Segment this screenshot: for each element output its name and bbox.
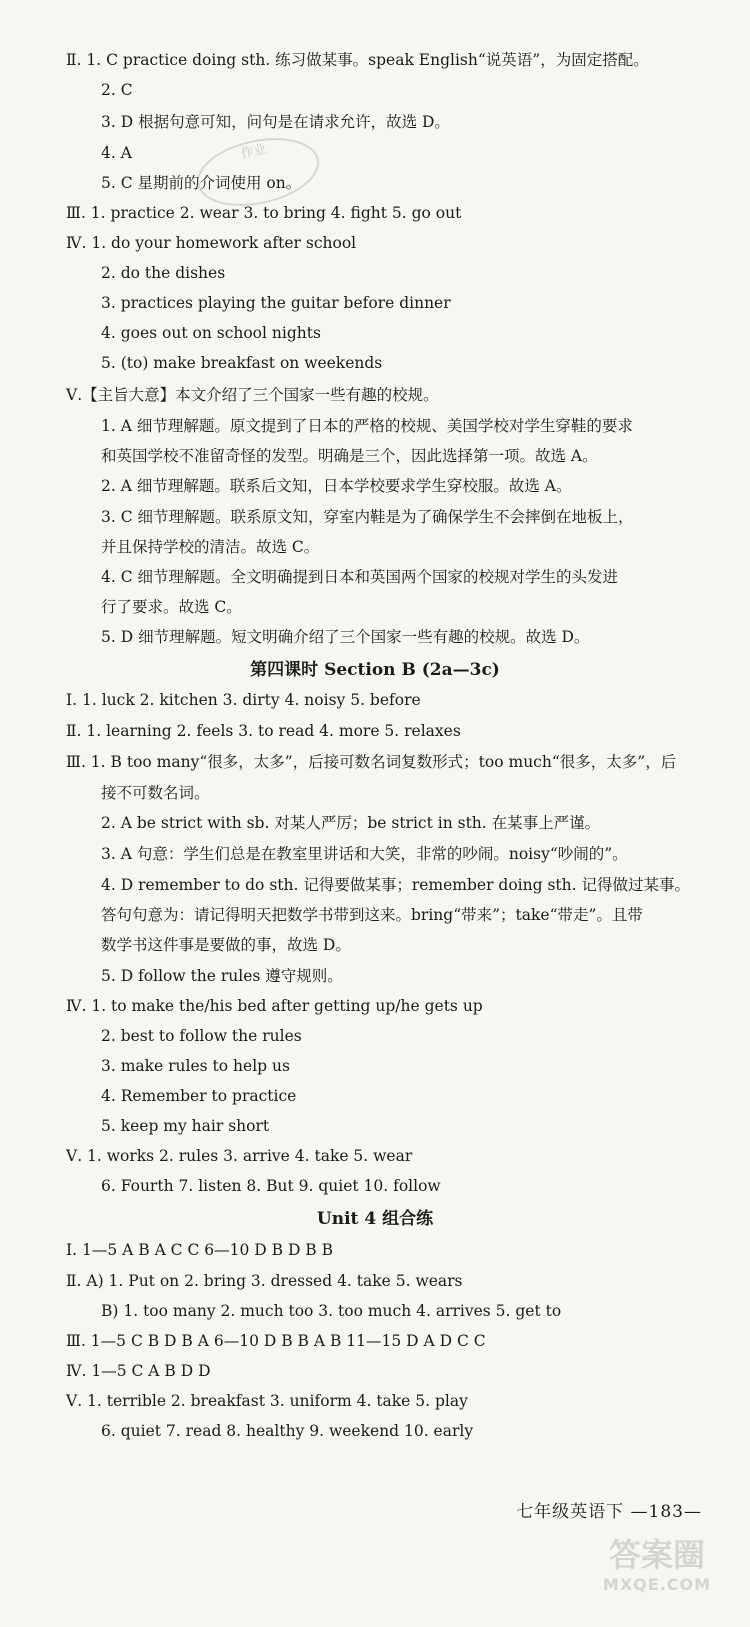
unit-heading: Unit 4 组合练 xyxy=(316,1209,434,1229)
answer-line: Ⅳ. 1—5 C A B D D xyxy=(66,1362,211,1380)
answer-line: B) 1. too many 2. much too 3. too much 4. arrives 5. get to xyxy=(101,1302,562,1320)
answer-line: Ⅱ. 1. learning 2. feels 3. to read 4. more 5. relaxes xyxy=(66,722,461,740)
answer-line: Ⅱ. A) 1. Put on 2. bring 3. dressed 4. take 5. wears xyxy=(66,1272,463,1290)
answer-line: 和英国学校不准留奇怪的发型。明确是三个，因此选择第一项。故选 A。 xyxy=(101,447,598,465)
answer-line: Ⅲ. 1. B too many“很多，太多”，后接可数名词复数形式；too much“很多，太多”，后 xyxy=(66,753,677,771)
watermark-title: 答案圈 xyxy=(608,1536,705,1574)
faint-stamp: 作业 xyxy=(191,128,326,216)
answer-line: 3. practices playing the guitar before dinner xyxy=(101,294,451,312)
answer-line: 5. D follow the rules 遵守规则。 xyxy=(101,967,343,985)
answer-line: 5. C 星期前的介词使用 on。 xyxy=(101,174,302,192)
answer-line: 6. quiet 7. read 8. healthy 9. weekend 10. early xyxy=(101,1422,474,1440)
answer-line: 4. goes out on school nights xyxy=(101,324,321,342)
page-footer: 七年级英语下 —183— xyxy=(516,1502,702,1522)
answer-line: Ⅴ. 1. works 2. rules 3. arrive 4. take 5. wear xyxy=(66,1147,413,1165)
answer-line: 4. A xyxy=(101,144,132,162)
answer-line: Ⅱ. 1. C practice doing sth. 练习做某事。speak English“说英语”，为固定搭配。 xyxy=(66,51,649,69)
answer-line: Ⅰ. 1—5 A B A C C 6—10 D B D B B xyxy=(66,1241,334,1259)
watermark-logo xyxy=(582,1535,732,1605)
answer-line: 2. C xyxy=(101,81,133,99)
answer-line: 3. C 细节理解题。联系原文知，穿室内鞋是为了确保学生不会摔倒在地板上， xyxy=(101,508,634,526)
answer-line: Ⅴ.【主旨大意】本文介绍了三个国家一些有趣的校规。 xyxy=(66,386,439,404)
answer-line: Ⅳ. 1. do your homework after school xyxy=(66,234,357,252)
answer-line: 3. D 根据句意可知，问句是在请求允许，故选 D。 xyxy=(101,113,450,131)
answer-line: 3. make rules to help us xyxy=(101,1057,290,1075)
answer-line: 5. keep my hair short xyxy=(101,1117,270,1135)
answer-line: 数学书这件事是要做的事，故选 D。 xyxy=(101,936,351,954)
answer-line: 2. A be strict with sb. 对某人严厉；be strict in sth. 在某事上严谨。 xyxy=(101,814,601,832)
answer-line: Ⅲ. 1—5 C B D B A 6—10 D B B A B 11—15 D A D C C xyxy=(66,1332,486,1350)
answer-line: Ⅴ. 1. terrible 2. breakfast 3. uniform 4. take 5. play xyxy=(66,1392,468,1410)
answer-line: 2. do the dishes xyxy=(101,264,226,282)
watermark-url: MXQE.COM xyxy=(602,1575,712,1594)
answer-line: 4. D remember to do sth. 记得要做某事；remember doing sth. 记得做过某事。 xyxy=(101,876,690,894)
answer-line: 接不可数名词。 xyxy=(101,784,210,802)
answer-line: 4. Remember to practice xyxy=(101,1087,297,1105)
section-heading: 第四课时 Section B (2a—3c) xyxy=(250,660,500,680)
answer-line: 5. D 细节理解题。短文明确介绍了三个国家一些有趣的校规。故选 D。 xyxy=(101,628,590,646)
answer-line: 1. A 细节理解题。原文提到了日本的严格的校规、美国学校对学生穿鞋的要求 xyxy=(101,417,633,435)
answer-line: 5. (to) make breakfast on weekends xyxy=(101,354,383,372)
answer-line: 4. C 细节理解题。全文明确提到日本和英国两个国家的校规对学生的头发进 xyxy=(101,568,619,586)
answer-line: 2. best to follow the rules xyxy=(101,1027,302,1045)
answer-line: Ⅰ. 1. luck 2. kitchen 3. dirty 4. noisy 5. before xyxy=(66,691,421,709)
answer-line: Ⅲ. 1. practice 2. wear 3. to bring 4. fight 5. go out xyxy=(66,204,462,222)
answer-line: 2. A 细节理解题。联系后文知，日本学校要求学生穿校服。故选 A。 xyxy=(101,477,572,495)
answer-line: 答句句意为：请记得明天把数学书带到这来。bring“带来”；take“带走”。且带 xyxy=(101,906,643,924)
answer-line: 行了要求。故选 C。 xyxy=(101,598,242,616)
answer-line: 并且保持学校的清洁。故选 C。 xyxy=(101,538,320,556)
answer-line: 3. A 句意：学生们总是在教室里讲话和大笑，非常的吵闹。noisy“吵闹的”。 xyxy=(101,845,628,863)
answer-line: 6. Fourth 7. listen 8. But 9. quiet 10. follow xyxy=(101,1177,441,1195)
answer-line: Ⅳ. 1. to make the/his bed after getting up/he gets up xyxy=(66,997,483,1015)
